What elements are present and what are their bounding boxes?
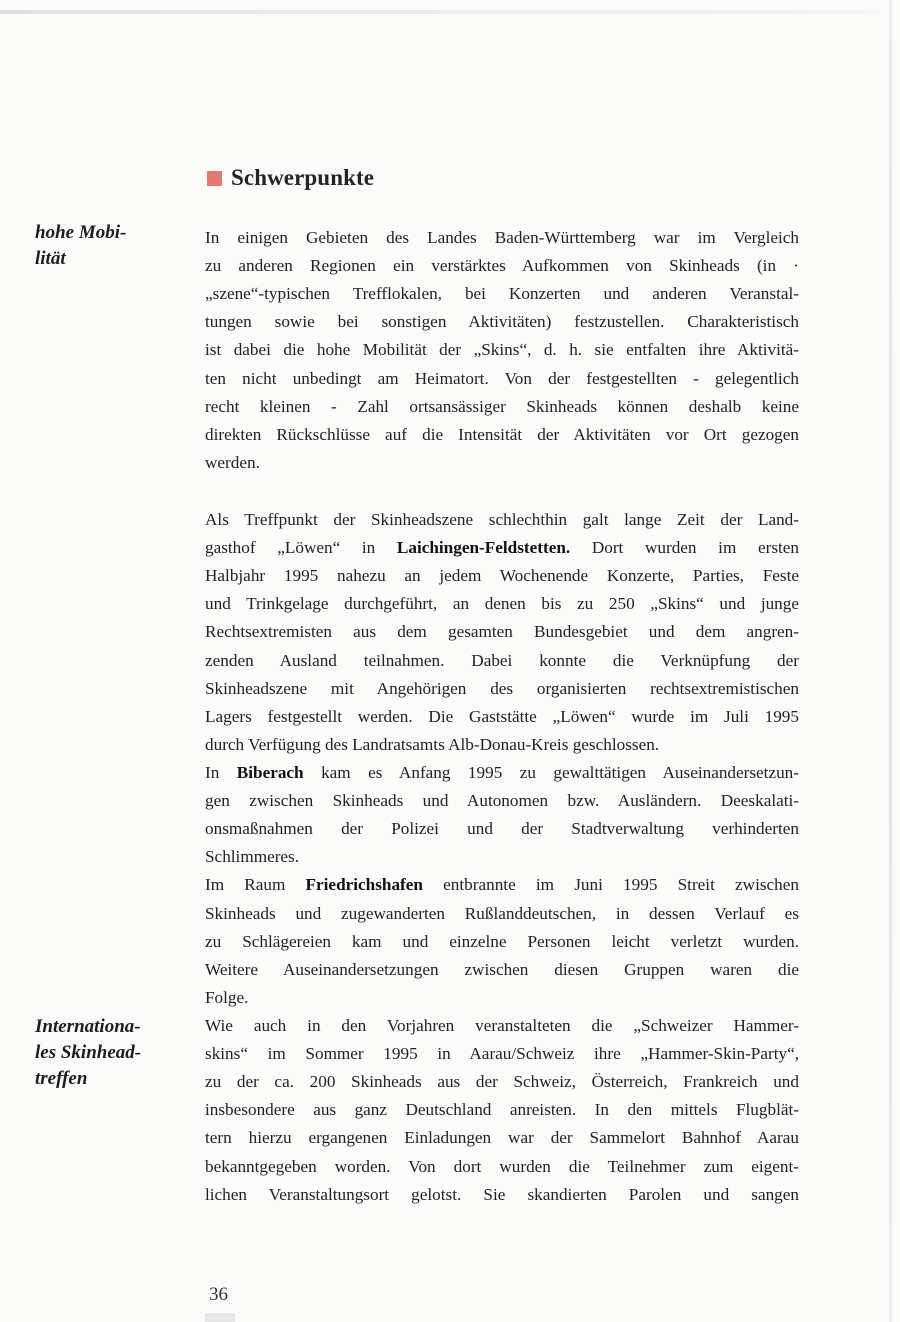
section-title: Schwerpunkte <box>231 165 375 190</box>
text-line: ist dabei die hohe Mobilität der „Skins“, d. h. sie entfalten ihre Aktivitä- <box>205 340 799 360</box>
text-run: Im Raum <box>205 875 306 895</box>
text-line: Als Treffpunkt der Skinheadszene schlechthin galt lange Zeit der Land- <box>205 510 799 529</box>
scan-bottom-mark <box>205 1313 235 1322</box>
place-name-friedrichshafen: Friedrichshafen <box>305 875 423 895</box>
text-line: Folge. <box>205 987 249 1007</box>
text-line: durch Verfügung des Landratsamts Alb-Donau-Kreis geschlossen. <box>205 734 660 754</box>
text-line: Skinheads und zugewanderten Rußlanddeutschen, in dessen Verlauf es <box>205 903 799 923</box>
text-line: lichen Veranstaltungsort gelotst. Sie skandierten Parolen und sangen <box>205 1184 799 1204</box>
margin-note-line: treffen <box>35 1068 88 1089</box>
text-line: Rechtsextremisten aus dem gesamten Bundesgebiet und dem angren- <box>205 622 799 642</box>
text-line: gen zwischen Skinheads und Autonomen bzw. Ausländern. Deeskalati- <box>205 791 799 811</box>
paragraph-mobility <box>205 224 799 477</box>
margin-note-line: les Skinhead- <box>35 1042 142 1063</box>
place-name-laichingen: Laichingen-Feldstetten. <box>396 538 571 558</box>
text-line: zenden Ausland teilnahmen. Dabei konnte die Verknüpfung der <box>205 650 799 670</box>
text-line <box>205 759 799 787</box>
page-edge-shadow <box>889 0 892 1322</box>
text-line: bekanntgegeben worden. Von dort wurden die Teilnehmer zum eigent- <box>205 1156 799 1176</box>
margin-note-mobility <box>35 220 165 272</box>
text-line: Schlimmeres. <box>205 847 300 867</box>
text-line: ten nicht unbedingt am Heimatort. Von der festgestellten - gelegentlich <box>205 368 799 388</box>
text-line: und Trinkgelage durchgeführt, an denen bis zu 250 „Skins“ und junge <box>205 594 799 614</box>
text-line: Lagers festgestellt werden. Die Gaststätte „Löwen“ wurde im Juli 1995 <box>205 706 799 726</box>
text-line: werden. <box>205 452 260 472</box>
text-line: Wie auch in den Vorjahren veranstalteten die „Schweizer Hammer- <box>205 1015 799 1035</box>
text-run: Dort wurden im ersten <box>570 538 800 558</box>
text-line: Halbjahr 1995 nahezu an jedem Wochenende Konzerte, Parties, Feste <box>205 566 799 586</box>
text-line: zu der ca. 200 Skinheads aus der Schweiz, Österreich, Frankreich und <box>205 1072 799 1092</box>
text-line: zu Schlägereien kam und einzelne Personen leicht verletzt wurden. <box>205 931 799 951</box>
text-line: tungen sowie bei sonstigen Aktivitäten) festzustellen. Charakteristisch <box>205 312 799 332</box>
text-run: kam es Anfang 1995 zu gewalttätigen Auseinandersetzun- <box>303 762 800 782</box>
text-line: Weitere Auseinandersetzungen zwischen diesen Gruppen waren die <box>205 959 799 979</box>
top-scan-rule <box>0 10 880 14</box>
section-marker-icon <box>207 171 222 186</box>
text-line: insbesondere aus ganz Deutschland anreisten. In den mittels Flugblät- <box>205 1100 799 1120</box>
text-line: In einigen Gebieten des Landes Baden-Württemberg war im Vergleich <box>205 228 799 247</box>
text-line: tern hierzu ergangenen Einladungen war der Sammelort Bahnhof Aarau <box>205 1128 799 1148</box>
text-run: entbrannte im Juni 1995 Streit zwischen <box>422 875 799 895</box>
text-line: onsmaßnahmen der Polizei und der Stadtverwaltung verhinderten <box>205 819 799 839</box>
text-line: skins“ im Sommer 1995 in Aarau/Schweiz ihre „Hammer-Skin-Party“, <box>205 1044 799 1064</box>
text-line: recht kleinen - Zahl ortsansässiger Skinheads können deshalb keine <box>205 396 799 416</box>
text-line <box>205 871 799 899</box>
page-number: 36 <box>209 1284 228 1305</box>
place-name-biberach: Biberach <box>236 762 304 782</box>
paragraph-meeting-places <box>205 506 799 1209</box>
text-line: „szene“-typischen Trefflokalen, bei Konzerten und anderen Veranstal- <box>205 284 799 304</box>
text-line: Skinheadszene mit Angehörigen des organisierten rechtsextremistischen <box>205 678 799 698</box>
margin-note-line: Internationa- <box>35 1016 141 1037</box>
section-heading <box>207 165 374 191</box>
margin-note-line: hohe Mobi- <box>35 222 127 243</box>
text-run: gasthof „Löwen“ in <box>205 538 397 558</box>
text-line <box>205 534 799 562</box>
text-line: direkten Rückschlüsse auf die Intensität der Aktivitäten vor Ort gezogen <box>205 424 799 444</box>
margin-note-line: lität <box>35 248 66 269</box>
margin-note-international-meeting <box>35 1014 165 1092</box>
text-line: zu anderen Regionen ein verstärktes Aufkommen von Skinheads (in · <box>205 256 799 276</box>
text-run: In <box>205 762 237 782</box>
